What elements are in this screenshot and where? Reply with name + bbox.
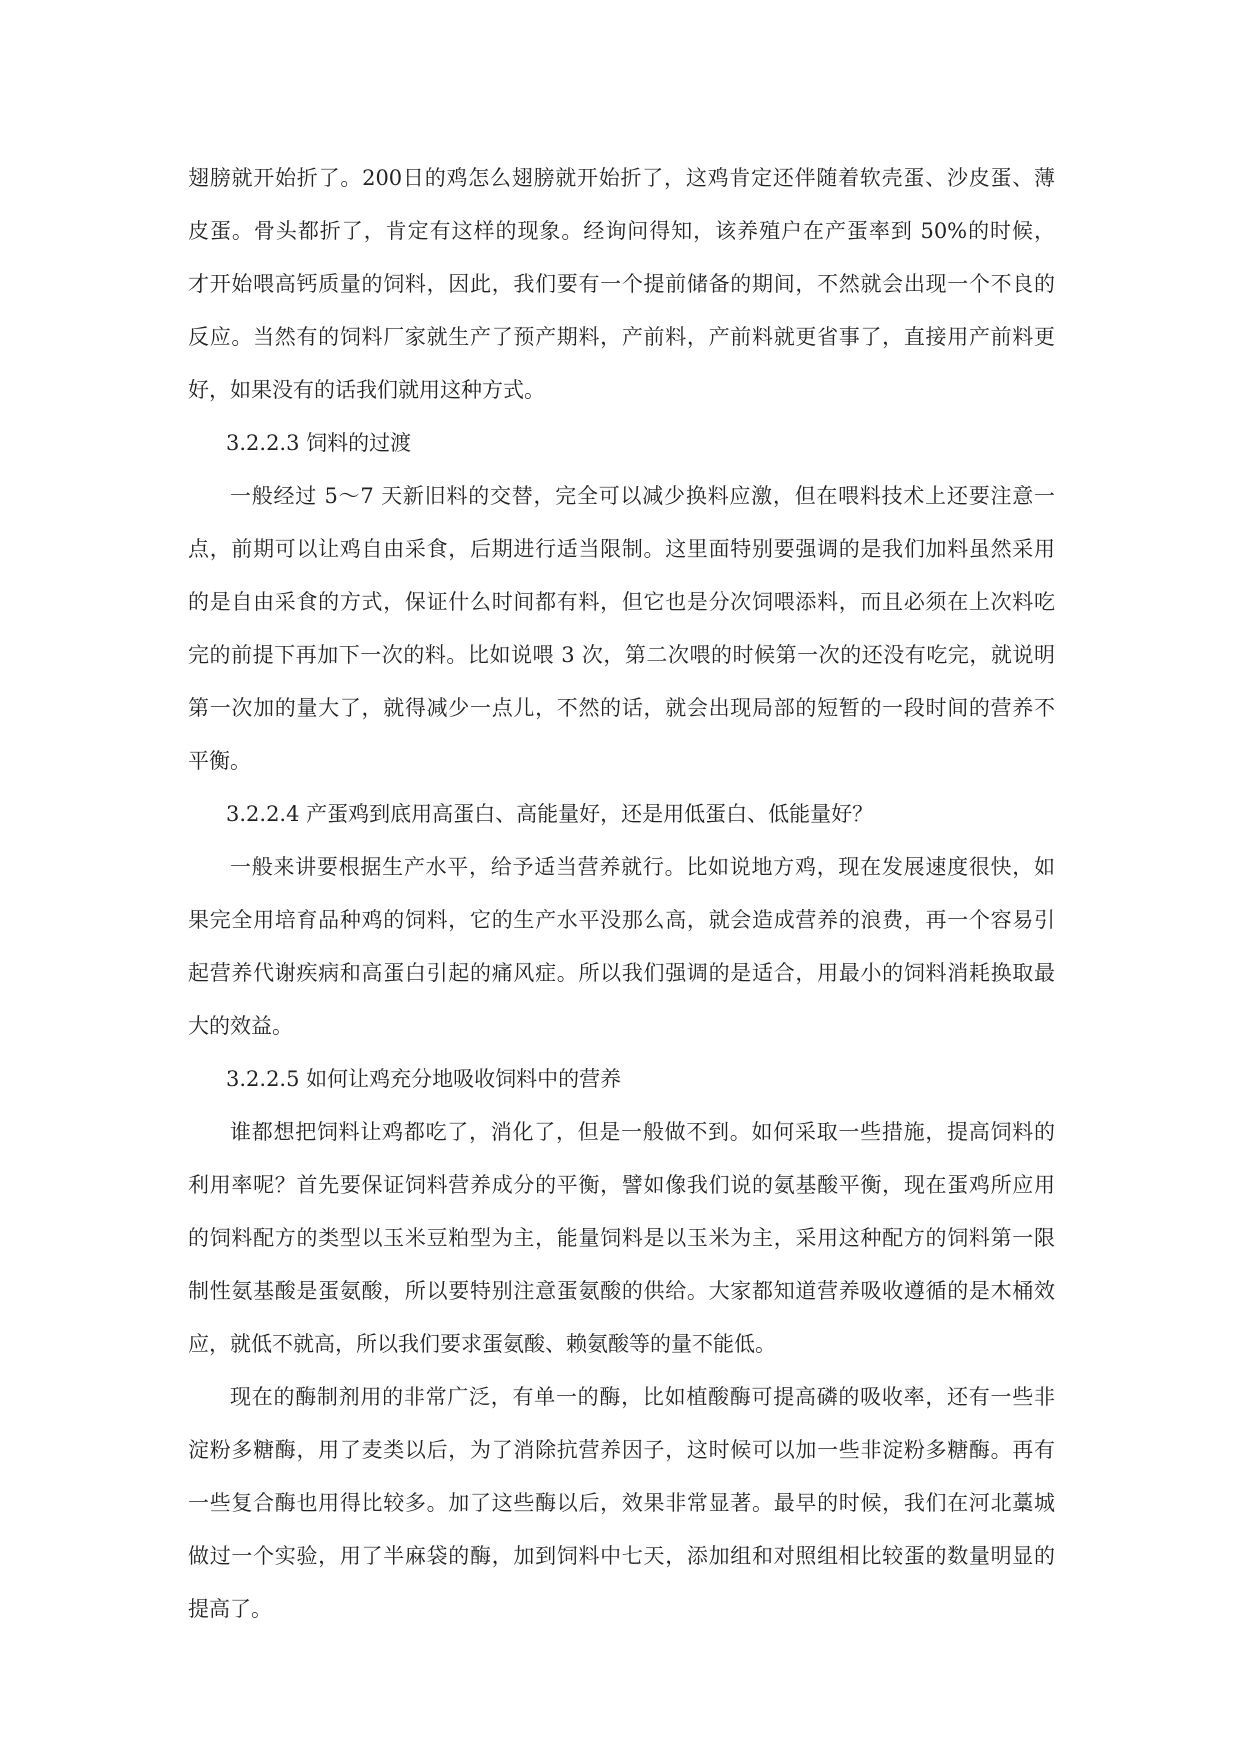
text-line: 第一次加的量大了，就得减少一点儿，不然的话，就会出现局部的短暂的一段时间的营养不 [188, 696, 1055, 720]
text-line: 一些复合酶也用得比较多。加了这些酶以后，效果非常显著。最早的时候，我们在河北藁城 [188, 1491, 1055, 1515]
text-line: 好，如果没有的话我们就用这种方式。 [188, 378, 545, 402]
text-line: 皮蛋。骨头都折了，肯定有这样的现象。经询问得知，该养殖户在产蛋率到 50%的时候， [188, 219, 1055, 243]
text-line: 的是自由采食的方式，保证什么时间都有料，但它也是分次饲喂添料，而且必须在上次料吃 [188, 590, 1055, 614]
text-line: 反应。当然有的饲料厂家就生产了预产期料，产前料，产前料就更省事了，直接用产前料更 [188, 325, 1055, 349]
heading-text: 3.2.2.5 如何让鸡充分地吸收饲料中的营养 [226, 1067, 622, 1091]
paragraph [188, 1371, 1055, 1636]
heading-text: 3.2.2.4 产蛋鸡到底用高蛋白、高能量好，还是用低蛋白、低能量好？ [226, 802, 874, 826]
paragraph [188, 1106, 1055, 1371]
text-line: 提高了。 [188, 1597, 272, 1621]
text-line: 的饲料配方的类型以玉米豆粕型为主，能量饲料是以玉米为主，采用这种配方的饲料第一限 [188, 1226, 1055, 1250]
text-line: 谁都想把饲料让鸡都吃了，消化了，但是一般做不到。如何采取一些措施，提高饲料的 [230, 1120, 1055, 1144]
text-line: 才开始喂高钙质量的饲料，因此，我们要有一个提前储备的期间，不然就会出现一个不良的 [188, 272, 1055, 296]
text-line: 制性氨基酸是蛋氨酸，所以要特别注意蛋氨酸的供给。大家都知道营养吸收遵循的是木桶效 [188, 1279, 1055, 1303]
text-line: 翅膀就开始折了。200日的鸡怎么翅膀就开始折了，这鸡肯定还伴随着软壳蛋、沙皮蛋、薄 [188, 166, 1055, 190]
text-line: 完的前提下再加下一次的料。比如说喂 3 次，第二次喂的时候第一次的还没有吃完，就说明 [188, 643, 1055, 667]
section-heading [188, 1053, 1055, 1106]
text-line: 现在的酶制剂用的非常广泛，有单一的酶，比如植酸酶可提高磷的吸收率，还有一些非 [230, 1385, 1055, 1409]
text-line: 起营养代谢疾病和高蛋白引起的痛风症。所以我们强调的是适合，用最小的饲料消耗换取最 [188, 961, 1055, 985]
document-page [188, 152, 1055, 1636]
text-line: 平衡。 [188, 749, 251, 773]
text-line: 一般经过 5～7 天新旧料的交替，完全可以减少换料应激，但在喂料技术上还要注意一 [230, 484, 1055, 508]
text-line: 果完全用培育品种鸡的饲料，它的生产水平没那么高，就会造成营养的浪费，再一个容易引 [188, 908, 1055, 932]
text-line: 利用率呢？首先要保证饲料营养成分的平衡，譬如像我们说的氨基酸平衡，现在蛋鸡所应用 [188, 1173, 1055, 1197]
section-heading [188, 788, 1055, 841]
text-line: 应，就低不就高，所以我们要求蛋氨酸、赖氨酸等的量不能低。 [188, 1332, 776, 1356]
paragraph [188, 152, 1055, 417]
heading-text: 3.2.2.3 饲料的过渡 [226, 431, 412, 455]
text-line: 一般来讲要根据生产水平，给予适当营养就行。比如说地方鸡，现在发展速度很快，如 [230, 855, 1055, 879]
text-line: 大的效益。 [188, 1014, 293, 1038]
text-line: 做过一个实验，用了半麻袋的酶，加到饲料中七天，添加组和对照组相比较蛋的数量明显的 [188, 1544, 1055, 1568]
paragraph [188, 841, 1055, 1053]
text-line: 点，前期可以让鸡自由采食，后期进行适当限制。这里面特别要强调的是我们加料虽然采用 [188, 537, 1055, 561]
section-heading [188, 417, 1055, 470]
paragraph [188, 470, 1055, 788]
text-line: 淀粉多糖酶，用了麦类以后，为了消除抗营养因子，这时候可以加一些非淀粉多糖酶。再有 [188, 1438, 1055, 1462]
